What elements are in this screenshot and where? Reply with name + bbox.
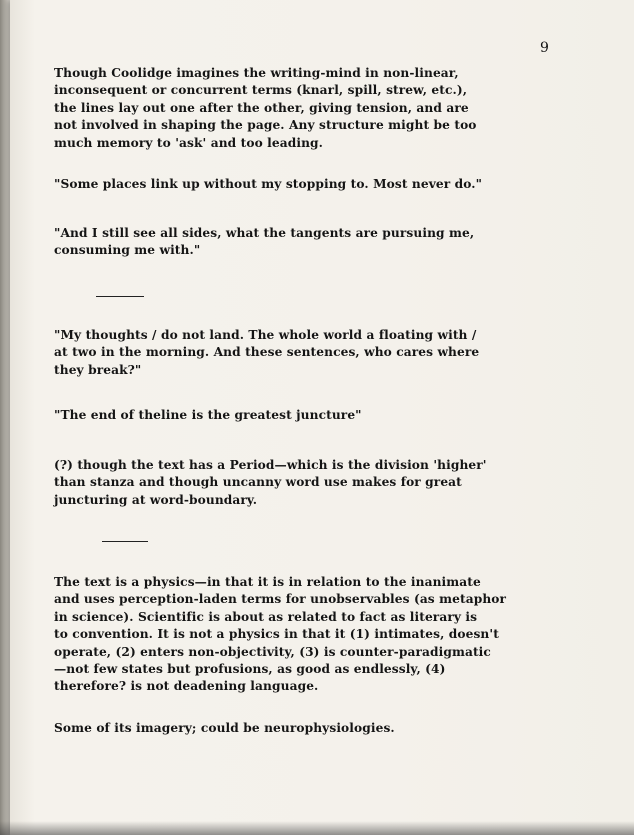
quote-end-of-line: "The end of theline is the greatest juncture" — [54, 408, 362, 422]
quote-tangents: "And I still see all sides, what the tangents are pursuing me, consuming me with." — [54, 226, 475, 258]
paragraph-imagery: Some of its imagery; could be neurophysiologies. — [54, 721, 395, 735]
paragraph-text-is-physics: The text is a physics—in that it is in relation to the inanimate and uses perception-laden terms for unobservables (as metaphor in science). Scientific is about as related to fact as literary is to convention. It is not a physics in that it (1) intimates, doesn't operate, (2) enters non-objectivity, (3) is counter-paradigmatic —not few states but profusions, as good as endlessly, (4) therefore? is not deadening language. — [54, 575, 507, 694]
page-number: 9 — [540, 40, 549, 56]
paragraph-period-division: (?) though the text has a Period—which is the division 'higher' than stanza and though uncanny word use makes for great juncturing at word-boundary. — [54, 458, 487, 507]
section-divider — [102, 541, 148, 542]
section-divider — [96, 296, 144, 297]
quote-places-link-up: "Some places link up without my stopping to. Most never do." — [54, 177, 483, 191]
quote-thoughts-do-not-land: "My thoughts / do not land. The whole world a floating with / at two in the morning. And these sentences, who cares where they break?" — [54, 328, 480, 377]
paragraph-coolidge-writing-mind: Though Coolidge imagines the writing-mind in non-linear, inconsequent or concurrent terms (knarl, spill, strew, etc.), the lines lay out one after the other, giving tension, and are not involved in shaping the page. Any structure might be too much memory to 'ask' and too leading. — [54, 66, 477, 150]
page-bottom-shadow — [0, 821, 634, 835]
